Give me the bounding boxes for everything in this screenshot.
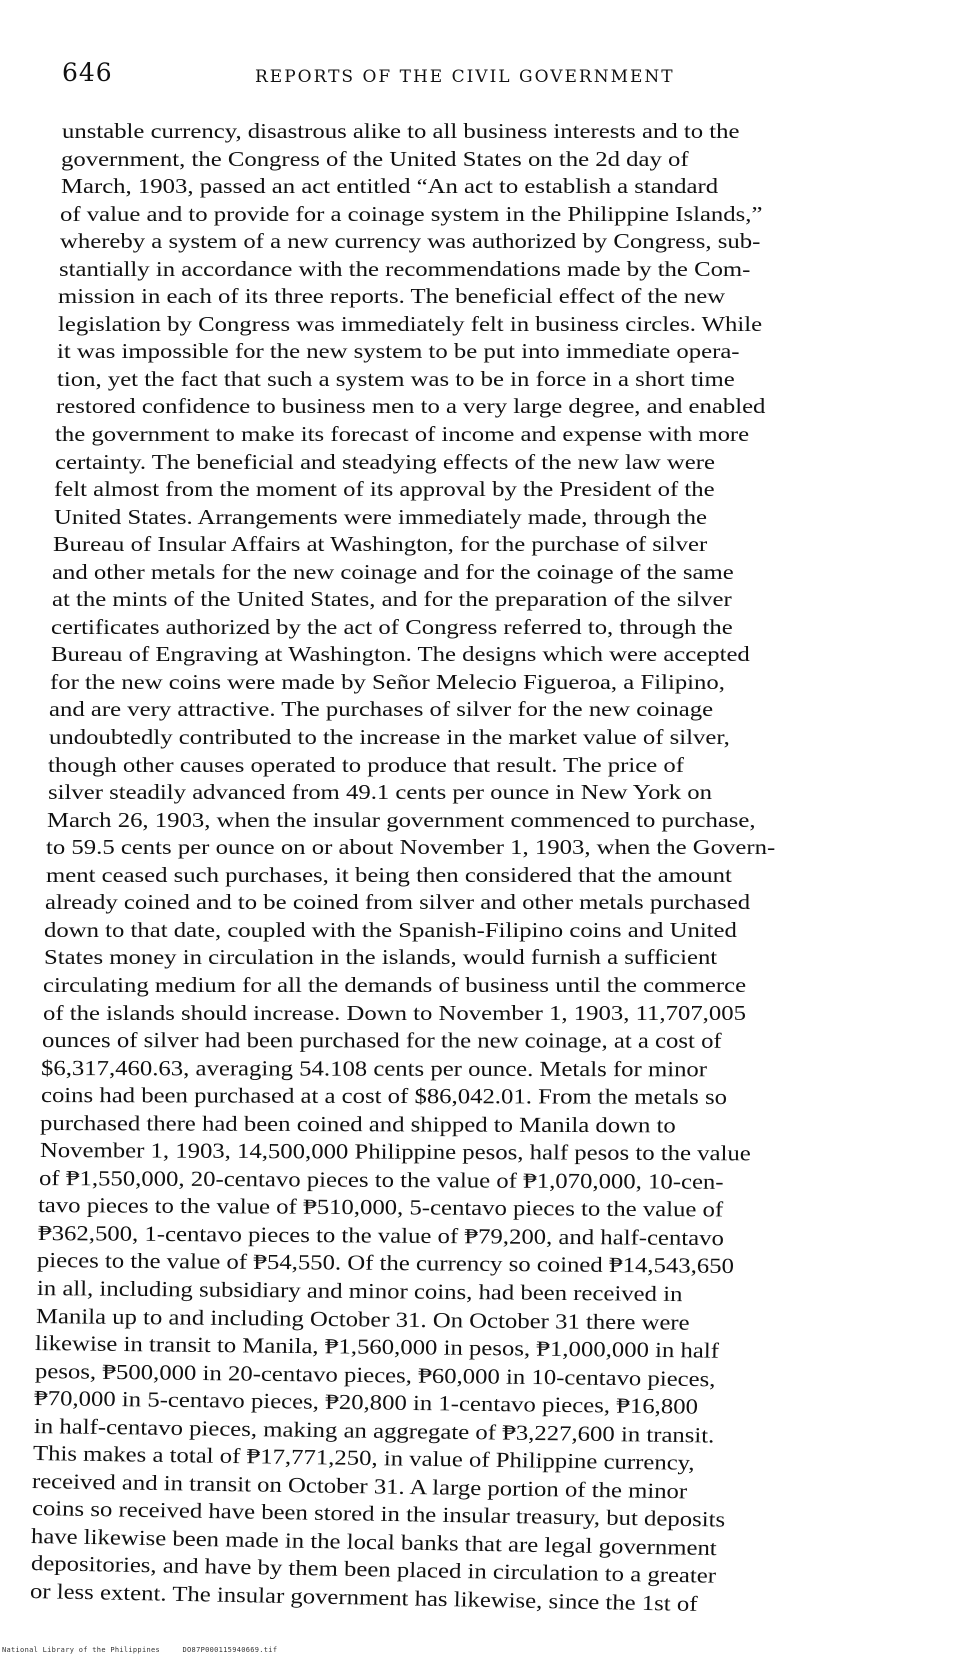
footer-library: National Library of the Philippines	[2, 1646, 161, 1654]
text-line: United States. Arrangements were immediately made, through the	[54, 505, 707, 529]
text-line: for the new coins were made by Señor Melecio Figueroa, a Filipino,	[50, 670, 725, 694]
text-line: $6,317,460.63, averaging 54.108 cents per ounce. Metals for minor	[40, 1056, 708, 1082]
text-line: ment ceased such purchases, it being then considered that the amount	[46, 863, 732, 887]
text-line: to 59.5 cents per ounce on or about November 1, 1903, when the Govern-	[46, 835, 776, 859]
running-head: REPORTS OF THE CIVIL GOVERNMENT	[255, 67, 675, 87]
text-line: ounces of silver had been purchased for the new coinage, at a cost of	[41, 1028, 722, 1053]
footer-file-id: DO87P000115940669.tif	[182, 1646, 278, 1654]
text-line: likewise in transit to Manila, ₱1,560,000 in pesos, ₱1,000,000 in half	[34, 1331, 720, 1363]
text-line: legislation by Congress was immediately felt in business circles. While	[58, 312, 763, 336]
text-line: the government to make its forecast of income and expense with more	[55, 422, 750, 446]
text-line: certificates authorized by the act of Congress referred to, through the	[51, 615, 733, 639]
text-line: unstable currency, disastrous alike to all business interests and to the	[62, 119, 740, 143]
text-line: in all, including subsidiary and minor coins, had been received in	[36, 1276, 683, 1307]
text-line: ₱70,000 in 5-centavo pieces, ₱20,800 in 1-centavo pieces, ₱16,800	[33, 1386, 699, 1419]
text-line: it was impossible for the new system to be put into immediate opera-	[57, 339, 740, 363]
text-line: pieces to the value of ₱54,550. Of the currency so coined ₱14,543,650	[36, 1248, 735, 1278]
text-line: though other causes operated to produce that result. The price of	[48, 753, 685, 777]
text-line: depositories, and have by them been placed in circulation to a greater	[30, 1551, 717, 1588]
text-line: silver steadily advanced from 49.1 cents per ounce in New York on	[48, 780, 712, 804]
text-line: circulating medium for all the demands of business until the commerce	[43, 973, 747, 997]
text-line: ₱362,500, 1-centavo pieces to the value of ₱79,200, and half-centavo	[37, 1221, 725, 1251]
text-line: purchased there had been coined and shipped to Manila down to	[39, 1111, 676, 1138]
text-line: mission in each of its three reports. The beneficial effect of the new	[58, 284, 726, 308]
text-line: tion, yet the fact that such a system was to be in force in a short time	[57, 367, 735, 391]
text-line: tavo pieces to the value of ₱510,000, 5-centavo pieces to the value of	[37, 1193, 724, 1222]
text-line: in half-centavo pieces, making an aggregate of ₱3,227,600 in transit.	[33, 1414, 715, 1448]
text-line: and other metals for the new coinage and for the coinage of the same	[52, 560, 734, 584]
text-line: government, the Congress of the United States on the 2d day of	[61, 147, 689, 171]
text-line: coins had been purchased at a cost of $86,042.01. From the metals so	[40, 1083, 728, 1109]
text-line: stantially in accordance with the recommendations made by the Com-	[59, 257, 751, 281]
text-line: Bureau of Engraving at Washington. The designs which were accepted	[51, 642, 750, 666]
text-line: November 1, 1903, 14,500,000 Philippine pesos, half pesos to the value	[39, 1138, 751, 1166]
text-line: at the mints of the United States, and for the preparation of the silver	[52, 587, 732, 611]
page-number: 646	[62, 58, 113, 87]
scan-footer	[2, 1646, 295, 1654]
text-line: States money in circulation in the islands, would furnish a sufficient	[44, 945, 718, 969]
text-line: of the islands should increase. Down to November 1, 1903, 11,707,005	[42, 1001, 746, 1026]
text-line: of value and to provide for a coinage system in the Philippine Islands,”	[60, 202, 763, 226]
text-line: received and in transit on October 31. A large portion of the minor	[31, 1469, 688, 1504]
text-line: March, 1903, passed an act entitled “An act to establish a standard	[61, 174, 719, 198]
text-line: pesos, ₱500,000 in 20-centavo pieces, ₱60,000 in 10-centavo pieces,	[34, 1359, 716, 1392]
text-line: down to that date, coupled with the Spanish-Filipino coins and United	[44, 918, 737, 942]
text-line: and are very attractive. The purchases of silver for the new coinage	[49, 697, 714, 721]
text-line: Bureau of Insular Affairs at Washington, for the purchase of silver	[53, 532, 708, 556]
text-line: Manila up to and including October 31. On October 31 there were	[35, 1304, 690, 1335]
text-line: March 26, 1903, when the insular government commenced to purchase,	[47, 808, 756, 832]
text-line: certainty. The beneficial and steadying effects of the new law were	[55, 450, 715, 474]
text-line: felt almost from the moment of its approval by the President of the	[54, 477, 715, 501]
text-line: coins so received have been stored in the insular treasury, but deposits	[31, 1496, 726, 1532]
text-line: undoubtedly contributed to the increase in the market value of silver,	[49, 725, 730, 749]
text-line: restored confidence to business men to a very large degree, and enabled	[56, 394, 766, 418]
text-line: have likewise been made in the local banks that are legal government	[30, 1524, 718, 1561]
text-line: whereby a system of a new currency was authorized by Congress, sub-	[60, 229, 761, 253]
text-line: already coined and to be coined from silver and other metals purchased	[45, 890, 751, 914]
text-line: This makes a total of ₱17,771,250, in value of Philippine currency,	[32, 1441, 695, 1475]
text-line: of ₱1,550,000, 20-centavo pieces to the value of ₱1,070,000, 10-cen-	[38, 1166, 724, 1194]
text-line: or less extent. The insular government has likewise, since the 1st of	[29, 1579, 698, 1616]
